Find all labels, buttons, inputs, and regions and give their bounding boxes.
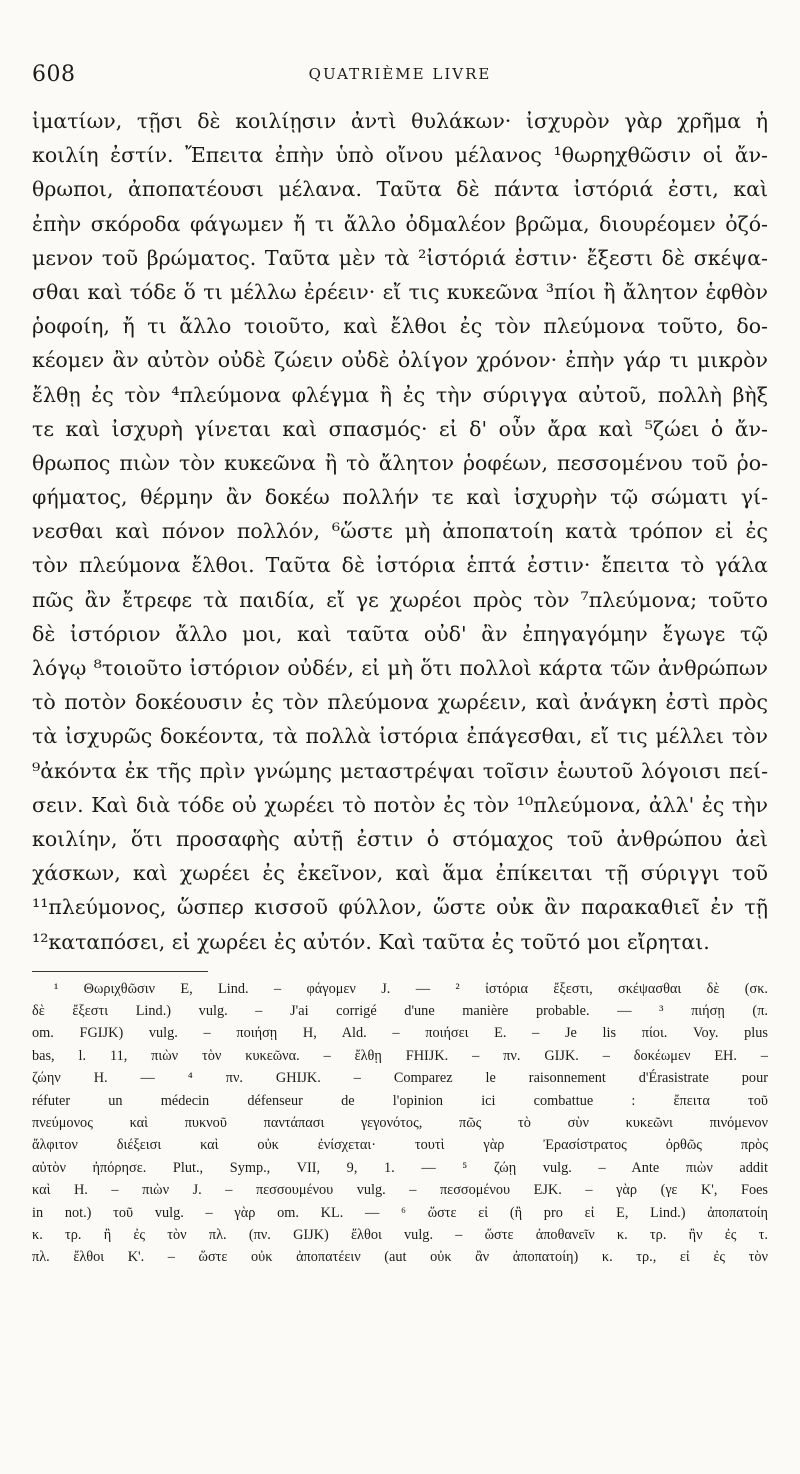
footnote-line: ζώην H. — ⁴ πν. GHIJK. – Comparez le raisonnement d'Érasistrate pour: [32, 1070, 768, 1087]
text-line: φήματος, θέρμην ἂν δοκέω πολλήν τε καὶ ἰσχυρὴν τῷ σώματι γί-: [32, 485, 768, 510]
text-line: σειν. Καὶ διὰ τόδε οὐ χωρέει τὸ ποτὸν ἐς τὸν ¹⁰πλεύμονα, ἀλλ' ἐς τὴν: [32, 792, 768, 817]
page-header: [32, 62, 768, 100]
footnote-line: om. FGIJK) vulg. – ποιήσῃ H, Ald. – ποιήσει E. – Je lis πίοι. Voy. plus: [32, 1025, 768, 1042]
text-line: πῶς ἂν ἔτρεφε τὰ παιδία, εἴ γε χωρέοι πρὸς τὸν ⁷πλεύμονα; τοῦτο: [32, 587, 768, 612]
text-line: ῥοφοίη, ἤ τι ἄλλο τοιοῦτο, καὶ ἔλθοι ἐς τὸν πλεύμονα τοῦτο, δο-: [32, 314, 768, 339]
text-line: τὰ ἰσχυρῶς δοκέοντα, τὰ πολλὰ ἰστόρια ἐπάγεσθαι, εἴ τις μέλλει τὸν: [32, 724, 768, 749]
footnote-line: πλ. ἔλθοι K'. – ὥστε οὐκ ἀποπατέειν (aut οὐκ ἂν ἀποπατοίη) κ. τρ., εἰ ἐς τὸν: [32, 1249, 768, 1266]
footnote-line: ἄλφιτον διέξεισι καὶ οὐκ ἐνίσχεται· τουτὶ γὰρ Ἐρασίστρατος ὀρθῶς πρὸς: [32, 1137, 768, 1154]
text-line: κοιλίην, ὅτι προσαφὴς αὐτῇ ἐστιν ὁ στόμαχος τοῦ ἀνθρώπου ἀεὶ: [32, 826, 768, 851]
footnote-line: in not.) τοῦ vulg. – γὰρ om. KL. — ⁶ ὥστε εἰ (ἢ pro εἰ E, Lind.) ἀποπατοίη: [32, 1204, 768, 1221]
footnote-line: ¹ Θωριχθῶσιν E, Lind. – φάγομεν J. — ² ἰστόρια ἔξεστι, σκέψασθαι δὲ (σκ.: [54, 980, 768, 997]
text-line: νεσθαι καὶ πόνον πολλόν, ⁶ὥστε μὴ ἀποπατοίη κατὰ τρόπον εἰ ἐς: [32, 519, 768, 544]
text-line: χάσκων, καὶ χωρέει ἐς ἐκεῖνον, καὶ ἅμα ἐπίκειται τῇ σύριγγι τοῦ: [32, 861, 768, 886]
text-line: ἐπὴν σκόροδα φάγωμεν ἤ τι ἄλλο ὀδμαλέον βρῶμα, διουρέομεν ὀζό-: [32, 211, 768, 236]
book-page: [0, 62, 800, 1474]
main-text: [32, 104, 768, 959]
text-line: ἱματίων, τῇσι δὲ κοιλίῃσιν ἀντὶ θυλάκων· ἰσχυρὸν γὰρ χρῆμα ἡ: [32, 109, 768, 133]
running-title: QUATRIÈME LIVRE: [308, 65, 492, 83]
footnote-line: πνεύμονος καὶ πυκνοῦ παντάπασι γεγονότος, πῶς τὸ σὺν κυκεῶνι πινόμενον: [32, 1115, 768, 1132]
text-line: ἔλθῃ ἐς τὸν ⁴πλεύμονα φλέγμα ἢ ἐς τὴν σύριγγα αὐτοῦ, πολλὴ βὴξ: [32, 382, 768, 407]
footnote-line: αὐτὸν ἠπόρησε. Plut., Symp., VII, 9, 1. — ⁵ ζώῃ vulg. – Ante πιὼν addit: [32, 1159, 768, 1176]
text-line: θρωπος πιὼν τὸν κυκεῶνα ἢ τὸ ἄλητον ῥοφέων, πεσσομένου τοῦ ῥο-: [32, 450, 768, 475]
text-line: ¹²καταπόσει, εἰ χωρέει ἐς αὐτόν. Καὶ ταῦτα ἐς τοῦτό μοι εἴρηται.: [32, 929, 710, 954]
footnote-rule: [32, 971, 208, 972]
footnote-line: δὲ ἔξεστι Lind.) vulg. – J'ai corrigé d'une manière probable. — ³ πιήσῃ (π.: [32, 1003, 768, 1020]
text-line: τὸ ποτὸν δοκέουσιν ἐς τὸν πλεύμονα χωρέειν, καὶ ἀνάγκη ἐστὶ πρὸς: [32, 690, 768, 715]
text-line: δὲ ἰστόριον ἄλλο μοι, καὶ ταῦτα οὐδ' ἂν ἐπηγαγόμην ἔγωγε τῷ: [32, 621, 768, 646]
footnote-line: bas, l. 11, πιὼν τὸν κυκεῶνα. – ἔλθῃ FHIJK. – πν. GIJK. – δοκέωμεν EH. –: [32, 1047, 768, 1064]
footnote-line: réfuter un médecin défenseur de l'opinion ici combattue : ἔπειτα τοῦ: [32, 1092, 768, 1109]
text-line: κέομεν ἂν αὐτὸν οὐδὲ ζώειν οὐδὲ ὀλίγον χρόνον· ἐπὴν γάρ τι μικρὸν: [32, 348, 768, 373]
page-number: 608: [32, 62, 76, 87]
text-line: τὸν πλεύμονα ἔλθοι. Ταῦτα δὲ ἰστόρια ἑπτά ἐστιν· ἔπειτα τὸ γάλα: [32, 553, 768, 578]
text-line: μενον τοῦ βρώματος. Ταῦτα μὲν τὰ ²ἰστόριά ἐστιν· ἔξεστι δὲ σκέψα-: [32, 245, 768, 270]
footnotes: [32, 978, 768, 1269]
text-line: τε καὶ ἰσχυρὴ γίνεται καὶ σπασμός· εἰ δ' οὖν ἄρα καὶ ⁵ζώει ὁ ἄν-: [32, 416, 768, 441]
text-line: ¹¹πλεύμονος, ὥσπερ κισσοῦ φύλλον, ὥστε οὐκ ἂν παρακαθιεῖ ἐν τῇ: [32, 895, 768, 920]
footnote-line: κ. τρ. ἢ ἐς τὸν πλ. (πν. GIJK) ἔλθοι vulg. – ὥστε ἀποθανεῖν κ. τρ. ἢν ἐς τ.: [32, 1226, 768, 1243]
footnote-line: καὶ H. – πιὼν J. – πεσσουμένου vulg. – πεσσομένου EJK. – γὰρ (γε K', Foes: [32, 1182, 768, 1199]
text-line: κοιλίη ἐστίν. Ἔπειτα ἐπὴν ὑπὸ οἴνου μέλανος ¹θωρηχθῶσιν οἱ ἄν-: [32, 143, 768, 168]
text-line: λόγῳ ⁸τοιοῦτο ἰστόριον οὐδέν, εἰ μὴ ὅτι πολλοὶ κάρτα τῶν ἀνθρώπων: [32, 656, 768, 680]
text-line: ⁹ἀκόντα ἐκ τῆς πρὶν γνώμης μεταστρέψαι τοῖσιν ἑωυτοῦ λόγοισι πεί-: [32, 758, 768, 783]
text-line: σθαι καὶ τόδε ὅ τι μέλλω ἐρέειν· εἴ τις κυκεῶνα ³πίοι ἢ ἄλητον ἑφθὸν: [32, 279, 768, 304]
text-line: θρωποι, ἀποπατέουσι μέλανα. Ταῦτα δὲ πάντα ἰστόριά ἐστι, καὶ: [32, 177, 768, 202]
